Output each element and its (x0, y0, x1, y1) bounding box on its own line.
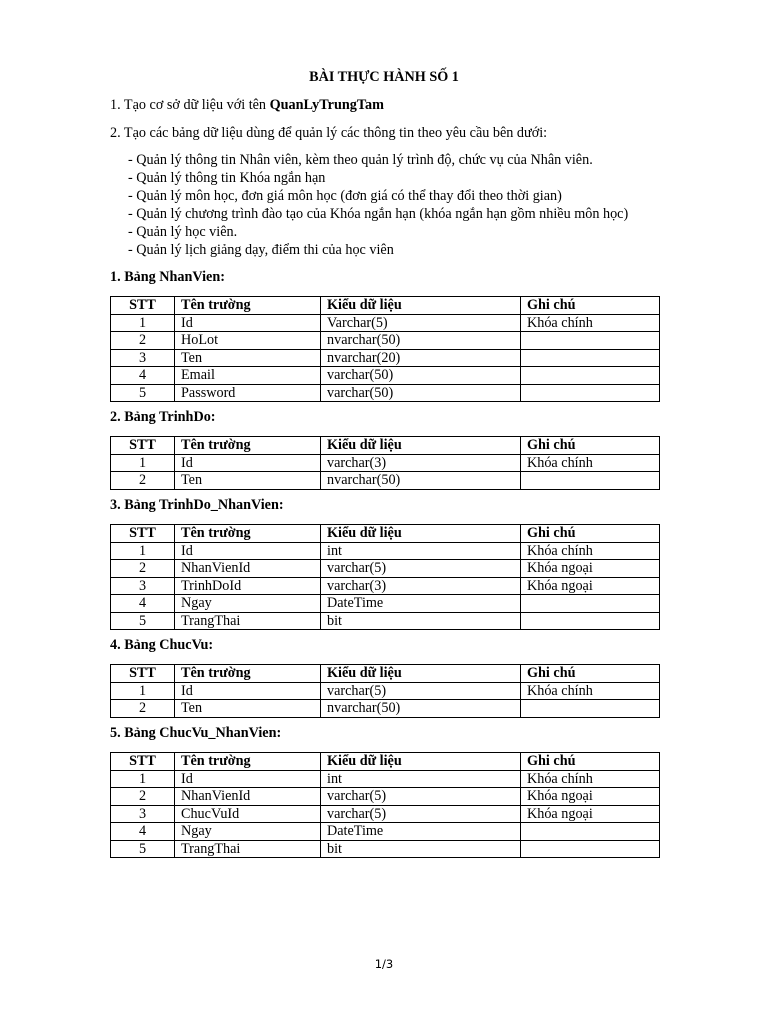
table-row (111, 595, 660, 613)
table-heading: 3. Bảng TrinhDo_NhanVien: (110, 497, 284, 513)
cell-stt: 1 (111, 542, 175, 560)
cell-field: Id (175, 682, 321, 700)
cell-type: varchar(3) (321, 577, 521, 595)
table-row (111, 700, 660, 718)
cell-field: Ten (175, 700, 321, 718)
cell-type: nvarchar(50) (321, 472, 521, 490)
cell-stt: 2 (111, 700, 175, 718)
table-row (111, 454, 660, 472)
cell-note (521, 349, 660, 367)
cell-type: DateTime (321, 595, 521, 613)
cell-field: Email (175, 367, 321, 385)
cell-note (521, 384, 660, 402)
schema-table-chucvu (110, 664, 660, 718)
cell-stt: 2 (111, 560, 175, 578)
cell-type: DateTime (321, 823, 521, 841)
table-heading: 2. Bảng TrinhDo: (110, 409, 216, 425)
cell-note (521, 332, 660, 350)
cell-type: nvarchar(50) (321, 332, 521, 350)
cell-field: Password (175, 384, 321, 402)
header-stt: STT (111, 525, 175, 543)
cell-field: ChucVuId (175, 805, 321, 823)
cell-type: varchar(5) (321, 788, 521, 806)
table-heading: 5. Bảng ChucVu_NhanVien: (110, 725, 282, 741)
table-row (111, 332, 660, 350)
cell-stt: 1 (111, 314, 175, 332)
header-note: Ghi chú (521, 297, 660, 315)
table-header-row (111, 297, 660, 315)
cell-stt: 2 (111, 472, 175, 490)
cell-type: Varchar(5) (321, 314, 521, 332)
cell-stt: 2 (111, 332, 175, 350)
cell-field: Ten (175, 349, 321, 367)
requirement-item: - Quản lý môn học, đơn giá môn học (đơn giá có thể thay đổi theo thời gian) (128, 188, 562, 204)
cell-note: Khóa ngoại (521, 577, 660, 595)
cell-type: bit (321, 840, 521, 858)
cell-note (521, 472, 660, 490)
header-type: Kiểu dữ liệu (321, 665, 521, 683)
cell-field: Id (175, 770, 321, 788)
cell-note (521, 700, 660, 718)
header-type: Kiểu dữ liệu (321, 525, 521, 543)
header-field: Tên trường (175, 753, 321, 771)
cell-type: varchar(5) (321, 682, 521, 700)
cell-stt: 5 (111, 840, 175, 858)
cell-stt: 2 (111, 788, 175, 806)
database-name: QuanLyTrungTam (269, 97, 384, 113)
header-stt: STT (111, 753, 175, 771)
table-row (111, 770, 660, 788)
cell-stt: 4 (111, 367, 175, 385)
create-database-instruction (110, 96, 384, 114)
table-row (111, 314, 660, 332)
cell-type: int (321, 542, 521, 560)
table-row (111, 805, 660, 823)
cell-type: varchar(5) (321, 805, 521, 823)
cell-note (521, 823, 660, 841)
requirement-item: - Quản lý chương trình đào tạo của Khóa ngắn hạn (khóa ngắn hạn gồm nhiều môn học) (128, 206, 629, 222)
schema-table-chucvu-nhanvien (110, 752, 660, 858)
header-note: Ghi chú (521, 665, 660, 683)
header-stt: STT (111, 297, 175, 315)
header-type: Kiểu dữ liệu (321, 753, 521, 771)
header-type: Kiểu dữ liệu (321, 437, 521, 455)
table-row (111, 560, 660, 578)
header-stt: STT (111, 437, 175, 455)
cell-type: varchar(50) (321, 384, 521, 402)
cell-stt: 1 (111, 682, 175, 700)
cell-field: Id (175, 454, 321, 472)
table-header-row (111, 525, 660, 543)
cell-note (521, 595, 660, 613)
table-header-row (111, 437, 660, 455)
table-row (111, 472, 660, 490)
cell-note: Khóa chính (521, 542, 660, 560)
table-heading: 4. Bảng ChucVu: (110, 637, 214, 653)
table-header-row (111, 753, 660, 771)
cell-stt: 3 (111, 805, 175, 823)
cell-stt: 3 (111, 349, 175, 367)
cell-stt: 4 (111, 823, 175, 841)
cell-stt: 1 (111, 770, 175, 788)
table-row (111, 788, 660, 806)
cell-note: Khóa ngoại (521, 560, 660, 578)
cell-stt: 5 (111, 384, 175, 402)
cell-type: varchar(50) (321, 367, 521, 385)
table-row (111, 367, 660, 385)
table-header-row (111, 665, 660, 683)
cell-note: Khóa chính (521, 770, 660, 788)
instruction-text: 1. Tạo cơ sở dữ liệu với tên (110, 97, 270, 113)
cell-note: Khóa ngoại (521, 805, 660, 823)
header-stt: STT (111, 665, 175, 683)
header-note: Ghi chú (521, 525, 660, 543)
cell-note: Khóa chính (521, 682, 660, 700)
cell-type: int (321, 770, 521, 788)
cell-field: Id (175, 542, 321, 560)
cell-type: bit (321, 612, 521, 630)
page-number: 1/3 (374, 957, 394, 971)
cell-stt: 4 (111, 595, 175, 613)
cell-type: varchar(3) (321, 454, 521, 472)
table-row (111, 349, 660, 367)
create-tables-instruction: 2. Tạo các bảng dữ liệu dùng để quản lý các thông tin theo yêu cầu bên dưới: (110, 125, 548, 141)
table-row (111, 542, 660, 560)
cell-field: TrangThai (175, 612, 321, 630)
cell-stt: 1 (111, 454, 175, 472)
cell-note: Khóa ngoại (521, 788, 660, 806)
table-row (111, 840, 660, 858)
schema-table-nhanvien (110, 296, 660, 402)
table-row (111, 682, 660, 700)
cell-stt: 3 (111, 577, 175, 595)
header-field: Tên trường (175, 437, 321, 455)
header-note: Ghi chú (521, 753, 660, 771)
requirement-item: - Quản lý thông tin Nhân viên, kèm theo quản lý trình độ, chức vụ của Nhân viên. (128, 152, 593, 168)
cell-note (521, 612, 660, 630)
cell-note (521, 367, 660, 385)
header-type: Kiểu dữ liệu (321, 297, 521, 315)
table-heading: 1. Bảng NhanVien: (110, 269, 225, 285)
cell-field: Ngay (175, 823, 321, 841)
cell-note: Khóa chính (521, 454, 660, 472)
header-field: Tên trường (175, 665, 321, 683)
table-row (111, 612, 660, 630)
cell-field: Id (175, 314, 321, 332)
header-field: Tên trường (175, 297, 321, 315)
table-row (111, 384, 660, 402)
table-row (111, 577, 660, 595)
requirement-item: - Quản lý lịch giảng dạy, điểm thi của học viên (128, 242, 394, 258)
requirement-item: - Quản lý thông tin Khóa ngắn hạn (128, 170, 326, 186)
cell-stt: 5 (111, 612, 175, 630)
cell-field: TrinhDoId (175, 577, 321, 595)
cell-note: Khóa chính (521, 314, 660, 332)
cell-field: TrangThai (175, 840, 321, 858)
schema-table-trinhdo (110, 436, 660, 490)
cell-field: NhanVienId (175, 560, 321, 578)
requirement-item: - Quản lý học viên. (128, 224, 238, 240)
table-row (111, 823, 660, 841)
cell-type: nvarchar(20) (321, 349, 521, 367)
cell-field: Ten (175, 472, 321, 490)
cell-field: Ngay (175, 595, 321, 613)
header-note: Ghi chú (521, 437, 660, 455)
cell-field: HoLot (175, 332, 321, 350)
cell-type: nvarchar(50) (321, 700, 521, 718)
cell-note (521, 840, 660, 858)
cell-field: NhanVienId (175, 788, 321, 806)
page-title: BÀI THỰC HÀNH SỐ 1 (309, 69, 459, 85)
schema-table-trinhdo-nhanvien (110, 524, 660, 630)
cell-type: varchar(5) (321, 560, 521, 578)
header-field: Tên trường (175, 525, 321, 543)
